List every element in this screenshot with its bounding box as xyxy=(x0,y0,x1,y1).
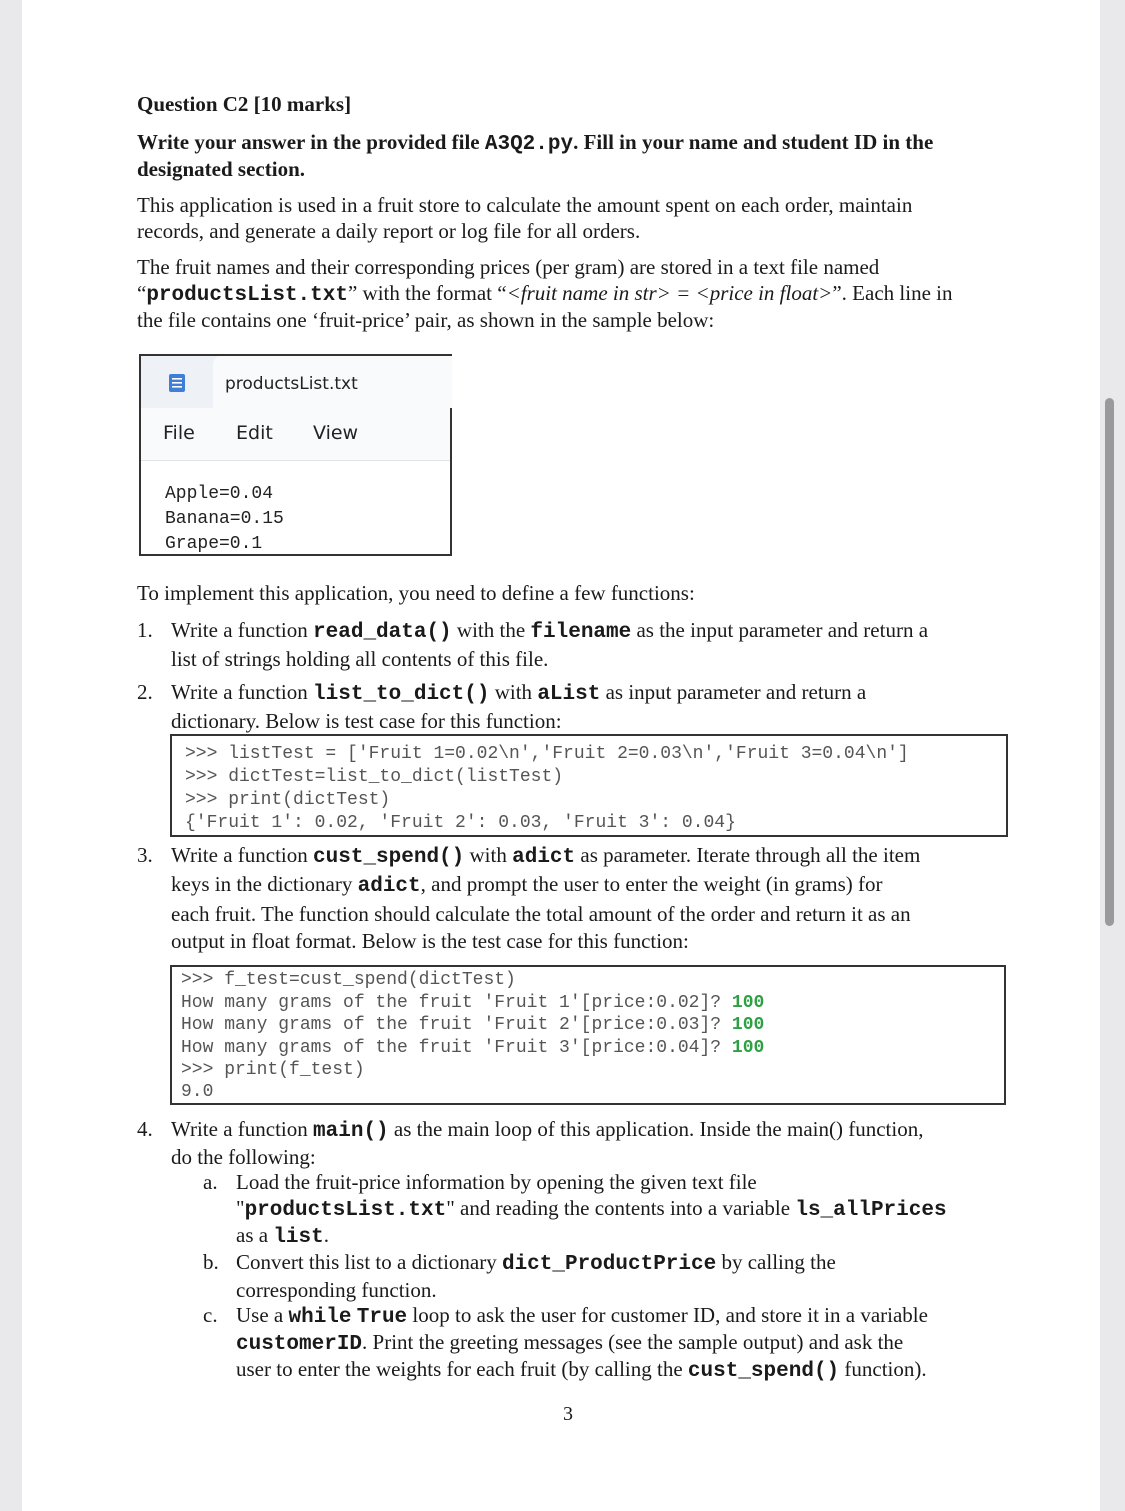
notepad-tab[interactable] xyxy=(213,356,452,408)
sub-a-line-3: as a list. xyxy=(236,1223,329,1249)
notepad-window xyxy=(139,354,452,556)
item-1-line-2: list of strings holding all contents of this file. xyxy=(171,647,549,671)
instruction-line-1: Write your answer in the provided file A3Q2.py. Fill in your name and student ID in the xyxy=(137,130,934,156)
code-line: How many grams of the fruit 'Fruit 3'[price:0.04]? 100 xyxy=(181,1038,765,1058)
input-value: 100 xyxy=(731,993,765,1013)
item-4-number: 4. xyxy=(137,1117,153,1141)
sub-a-line-2: "productsList.txt" and reading the contents into a variable ls_allPrices xyxy=(236,1196,947,1222)
page-number: 3 xyxy=(563,1403,573,1425)
desc-line-3: the file contains one ‘fruit-price’ pair, as shown in the sample below: xyxy=(137,308,715,332)
input-value: 100 xyxy=(731,1038,765,1058)
question-heading: Question C2 [10 marks] xyxy=(137,92,352,116)
desc-line-1: The fruit names and their corresponding prices (per gram) are stored in a text file named xyxy=(137,255,880,279)
notepad-line: Grape=0.1 xyxy=(165,534,263,554)
desc-line-2: “productsList.txt” with the format “<fruit name in str> = <price in float>”. Each line in xyxy=(137,281,953,307)
instruction-line-2: designated section. xyxy=(137,157,305,181)
sub-b-line-1: Convert this list to a dictionary dict_ProductPrice by calling the xyxy=(236,1250,836,1276)
notepad-editor[interactable] xyxy=(141,460,450,554)
item-4-line-1: Write a function main() as the main loop of this application. Inside the main() function, xyxy=(171,1117,924,1143)
code-line: {'Fruit 1': 0.02, 'Fruit 2': 0.03, 'Fruit 3': 0.04} xyxy=(185,813,736,833)
code-line: >>> dictTest=list_to_dict(listTest) xyxy=(185,767,564,787)
code-line: >>> f_test=cust_spend(dictTest) xyxy=(181,970,516,990)
notepad-menu-bar xyxy=(141,408,450,461)
sub-a-label: a. xyxy=(203,1170,218,1194)
intro-line-2: records, and generate a daily report or log file for all orders. xyxy=(137,219,641,243)
code-box-cust-spend xyxy=(170,965,1006,1105)
code-line: >>> listTest = ['Fruit 1=0.02\n','Fruit 2=0.03\n','Fruit 3=0.04\n'] xyxy=(185,744,909,764)
menu-view[interactable]: View xyxy=(313,422,359,444)
item-2-number: 2. xyxy=(137,680,153,704)
code-line: >>> print(f_test) xyxy=(181,1060,365,1080)
code-line: How many grams of the fruit 'Fruit 2'[price:0.03]? 100 xyxy=(181,1015,765,1035)
item-1-number: 1. xyxy=(137,618,153,642)
sub-a-line-1: Load the fruit-price information by opening the given text file xyxy=(236,1170,757,1194)
input-value: 100 xyxy=(731,1015,765,1035)
code-box-list-to-dict xyxy=(170,734,1008,837)
sub-b-line-2: corresponding function. xyxy=(236,1278,437,1302)
sub-c-line-3: user to enter the weights for each fruit (by calling the cust_spend() function). xyxy=(236,1357,927,1383)
item-1-line-1: Write a function read_data() with the filename as the input parameter and return a xyxy=(171,618,929,644)
sub-c-label: c. xyxy=(203,1303,218,1327)
item-2-line-1: Write a function list_to_dict() with aList as input parameter and return a xyxy=(171,680,867,706)
item-3-line-3: each fruit. The function should calculate the total amount of the order and return it as an xyxy=(171,902,911,926)
item-3-line-1: Write a function cust_spend() with adict as parameter. Iterate through all the item xyxy=(171,843,921,869)
item-3-line-4: output in float format. Below is the test case for this function: xyxy=(171,929,689,953)
vertical-scrollbar[interactable] xyxy=(1105,398,1114,926)
item-4-line-2: do the following: xyxy=(171,1145,316,1169)
intro-line-1: This application is used in a fruit store to calculate the amount spent on each order, maintain xyxy=(137,193,913,217)
notepad-icon xyxy=(168,373,186,393)
notepad-line: Banana=0.15 xyxy=(165,509,284,529)
sub-b-label: b. xyxy=(203,1250,219,1274)
impl-intro: To implement this application, you need to define a few functions: xyxy=(137,581,695,605)
menu-edit[interactable]: Edit xyxy=(236,422,273,444)
menu-file[interactable]: File xyxy=(163,422,195,444)
notepad-line: Apple=0.04 xyxy=(165,484,274,504)
item-3-number: 3. xyxy=(137,843,153,867)
item-3-line-2: keys in the dictionary adict, and prompt the user to enter the weight (in grams) for xyxy=(171,872,883,898)
sub-c-line-1: Use a while True loop to ask the user for customer ID, and store it in a variable xyxy=(236,1303,928,1329)
item-2-line-2: dictionary. Below is test case for this function: xyxy=(171,709,562,733)
code-line: >>> print(dictTest) xyxy=(185,790,391,810)
notepad-title: productsList.txt xyxy=(225,374,358,394)
code-line: 9.0 xyxy=(181,1082,214,1102)
notepad-tab-bar xyxy=(141,356,450,408)
code-line: How many grams of the fruit 'Fruit 1'[price:0.02]? 100 xyxy=(181,993,765,1013)
sub-c-line-2: customerID. Print the greeting messages (see the sample output) and ask the xyxy=(236,1330,904,1356)
